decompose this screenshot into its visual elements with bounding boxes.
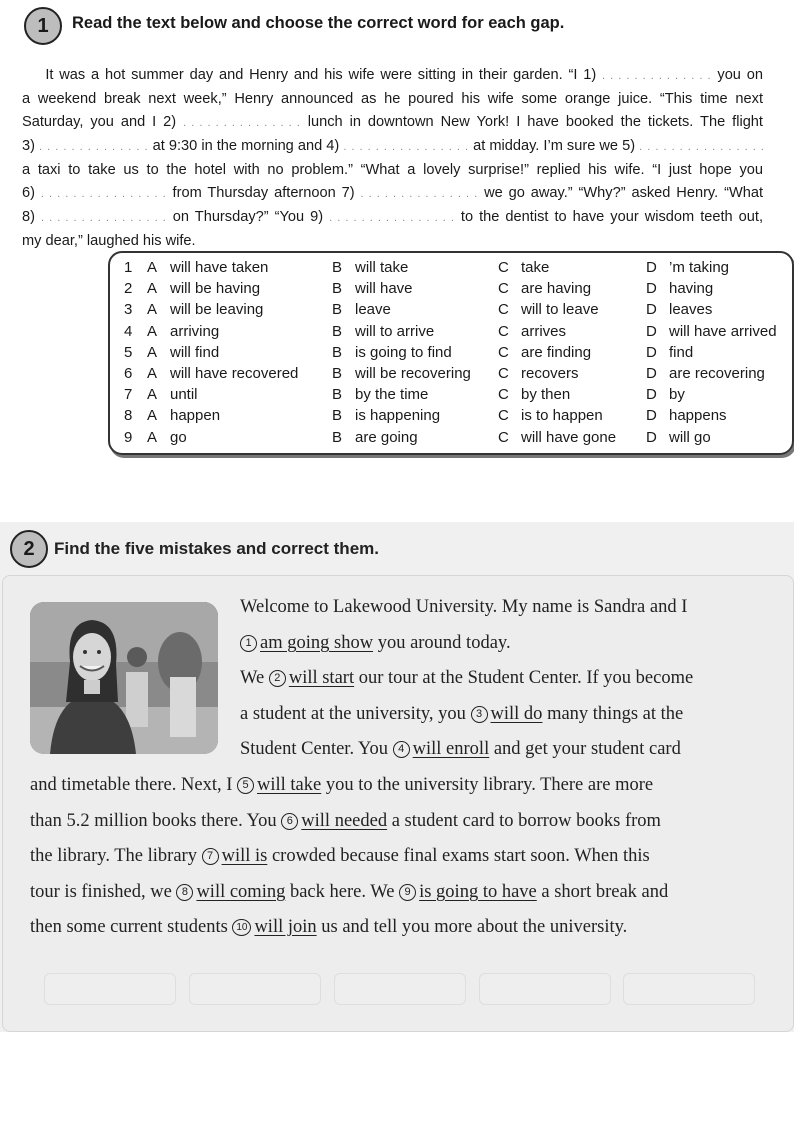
question-number: 5	[124, 343, 133, 361]
gap-2: . . . . . . . . . . . . . . .	[183, 117, 301, 129]
text-line-8: the library. The library 7 will is crowded because final exams start soon. When this	[30, 846, 650, 866]
option-letter: C	[498, 407, 509, 425]
option-b[interactable]: by the time	[355, 386, 429, 404]
option-d[interactable]: will have arrived	[669, 322, 777, 340]
option-letter: A	[147, 343, 158, 361]
underlined-phrase: is going to have	[419, 882, 537, 902]
text-line: a taxi to take us to the hotel with no problem.” “What a lovely surprise!” replied his wife. “I just hope you	[22, 162, 763, 178]
option-letter: A	[147, 280, 158, 298]
question-number: 3	[124, 301, 133, 319]
option-d[interactable]: happens	[669, 407, 727, 425]
option-row	[110, 259, 792, 280]
option-b[interactable]: is happening	[355, 407, 441, 425]
option-letter: D	[646, 365, 657, 382]
option-letter: B	[332, 428, 343, 446]
question-number: 8	[124, 407, 133, 425]
option-b[interactable]: are going	[355, 428, 418, 446]
exercise-1-number: 1	[24, 7, 62, 45]
question-number: 6	[124, 365, 133, 382]
answer-box-1[interactable]	[44, 973, 176, 1005]
option-c[interactable]: by then	[521, 386, 571, 404]
text-line: 3) . . . . . . . . . . . . . . at 9:30 in the morning and 4) . . . . . . . . . . . . . . . . at midday. I’m sure we 5) . . . . . . . . . . . . . . . .	[22, 135, 763, 159]
option-letter: D	[646, 386, 657, 404]
text-line: a weekend break next week,” Henry announced as he poured his wife some orange juice. “This time next	[22, 91, 763, 107]
option-row	[110, 301, 792, 322]
item-number: 5	[237, 777, 254, 794]
option-d[interactable]: will go	[669, 428, 711, 446]
exercise-1-title: Read the text below and choose the correct word for each gap.	[72, 14, 565, 32]
option-d[interactable]: by	[669, 386, 685, 404]
answer-box-5[interactable]	[623, 973, 755, 1005]
text-line-5: Student Center. You 4 will enroll and get your student card	[240, 739, 681, 759]
question-number: 9	[124, 428, 133, 446]
option-letter: D	[646, 280, 657, 298]
option-a[interactable]: arriving	[170, 322, 220, 340]
underlined-phrase: will start	[288, 668, 355, 688]
text-line: Saturday, you and I 2) . . . . . . . . . . . . . . . lunch in downtown New York! I have booked the tickets. The flight	[22, 111, 763, 135]
underlined-phrase: will needed	[301, 811, 388, 831]
option-letter: C	[498, 343, 509, 361]
option-row	[110, 386, 792, 407]
option-letter: A	[147, 407, 158, 425]
answer-box-2[interactable]	[189, 973, 321, 1005]
option-c[interactable]: will to leave	[521, 301, 599, 319]
text-line-10: then some current students 10 will join us and tell you more about the university.	[30, 917, 628, 937]
gap-4: . . . . . . . . . . . . . . . .	[343, 141, 470, 153]
option-letter: C	[498, 280, 509, 298]
underlined-phrase: am going show	[260, 633, 374, 653]
option-row	[110, 407, 792, 428]
gap-6: . . . . . . . . . . . . . . . .	[40, 188, 167, 200]
option-d[interactable]: having	[669, 280, 714, 298]
underlined-phrase: will enroll	[412, 739, 490, 759]
item-number: 7	[202, 848, 219, 865]
option-a[interactable]: until	[170, 386, 198, 404]
option-letter: A	[147, 301, 158, 319]
gap-3: . . . . . . . . . . . . . .	[39, 141, 149, 153]
option-letter: B	[332, 322, 343, 340]
option-letter: C	[498, 365, 509, 382]
option-a[interactable]: will have recovered	[170, 365, 299, 382]
option-b[interactable]: will have	[355, 280, 413, 298]
underlined-phrase: will coming	[196, 882, 286, 902]
option-letter: C	[498, 301, 509, 319]
option-letter: C	[498, 386, 509, 404]
option-letter: B	[332, 301, 343, 319]
student-illustration	[30, 602, 218, 754]
option-a[interactable]: will be leaving	[170, 301, 264, 319]
option-d[interactable]: find	[669, 343, 694, 361]
option-c[interactable]: recovers	[521, 365, 579, 382]
option-letter: D	[646, 428, 657, 446]
answer-box-3[interactable]	[334, 973, 466, 1005]
option-a[interactable]: go	[170, 428, 187, 446]
gap-9: . . . . . . . . . . . . . . . .	[329, 212, 455, 224]
exercise-2-number: 2	[10, 530, 48, 568]
option-letter: D	[646, 301, 657, 319]
option-b[interactable]: will be recovering	[355, 365, 471, 382]
option-d[interactable]: ’m taking	[669, 259, 730, 276]
option-c[interactable]: are having	[521, 280, 592, 298]
option-letter: B	[332, 407, 343, 425]
gap-5: . . . . . . . . . . . . . . . .	[639, 141, 765, 153]
option-d[interactable]: are recovering	[669, 365, 765, 382]
option-b[interactable]: will to arrive	[355, 322, 435, 340]
option-letter: A	[147, 428, 158, 446]
option-letter: B	[332, 365, 343, 382]
item-number: 10	[232, 919, 251, 936]
option-letter: A	[147, 322, 158, 340]
option-d[interactable]: leaves	[669, 301, 713, 319]
option-b[interactable]: will take	[355, 259, 409, 276]
gap-8: . . . . . . . . . . . . . . . .	[41, 212, 167, 224]
option-letter: D	[646, 322, 657, 340]
option-a[interactable]: will find	[170, 343, 220, 361]
question-number: 2	[124, 280, 133, 298]
text-line-1: Welcome to Lakewood University. My name is Sandra and I	[240, 597, 688, 617]
text-line: 6) . . . . . . . . . . . . . . . . from Thursday afternoon 7) . . . . . . . . . . . . . . . we go away.” “Why?” asked Henry. “What	[22, 182, 763, 206]
question-number: 7	[124, 386, 133, 404]
item-number: 8	[176, 884, 193, 901]
text-line: It was a hot summer day and Henry and his wife were sitting in their garden. “I 1) . . . . . . . . . . . . . . you on	[22, 64, 763, 88]
options-box	[108, 251, 794, 455]
option-a[interactable]: will have taken	[170, 259, 269, 276]
text-line: 8) . . . . . . . . . . . . . . . . on Thursday?” “You 9) . . . . . . . . . . . . . . . . to the dentist to have your wisdom teeth out,	[22, 206, 763, 230]
item-number: 9	[399, 884, 416, 901]
option-letter: A	[147, 386, 158, 404]
text-line-2: 1 am going show you around today.	[240, 633, 511, 654]
option-letter: D	[646, 259, 657, 276]
student-photo	[30, 602, 218, 754]
option-letter: D	[646, 407, 657, 425]
option-c[interactable]: are finding	[521, 343, 592, 361]
option-row	[110, 280, 792, 301]
text-line-7: than 5.2 million books there. You 6 will needed a student card to borrow books from	[30, 811, 661, 831]
text-line: my dear,” laughed his wife.	[22, 233, 196, 249]
option-letter: D	[646, 343, 657, 361]
option-b[interactable]: is going to find	[355, 343, 452, 361]
option-letter: C	[498, 322, 509, 340]
option-c[interactable]: will have gone	[521, 428, 617, 446]
option-a[interactable]: happen	[170, 407, 221, 425]
item-number: 6	[281, 813, 298, 830]
exercise-2-title: Find the five mistakes and correct them.	[54, 539, 379, 558]
underlined-phrase: will is	[221, 846, 268, 866]
option-letter: B	[332, 386, 343, 404]
answer-box-4[interactable]	[479, 973, 611, 1005]
option-b[interactable]: leave	[355, 301, 391, 319]
question-number: 4	[124, 322, 133, 340]
option-letter: A	[147, 365, 158, 382]
option-letter: C	[498, 428, 509, 446]
question-number: 1	[124, 259, 133, 276]
text-line-4: a student at the university, you 3 will do many things at the	[240, 704, 684, 724]
underlined-phrase: will join	[254, 917, 317, 937]
gap-7: . . . . . . . . . . . . . . .	[360, 188, 479, 200]
underlined-phrase: will take	[257, 775, 322, 795]
option-row	[110, 323, 792, 344]
text-line-6: and timetable there. Next, I 5 will take you to the university library. There are more	[30, 775, 654, 795]
item-number: 3	[471, 706, 488, 723]
item-number: 2	[269, 670, 286, 687]
item-number: 1	[240, 635, 257, 652]
underlined-phrase: will do	[490, 704, 543, 724]
option-row	[110, 344, 792, 365]
option-letter: B	[332, 259, 343, 276]
text-line-3: We 2 will start our tour at the Student Center. If you become	[240, 668, 694, 688]
item-number: 4	[393, 741, 410, 758]
option-letter: A	[147, 259, 158, 276]
option-c[interactable]: take	[521, 259, 550, 276]
option-letter: B	[332, 280, 343, 298]
exercise-1-text	[22, 64, 763, 253]
option-c[interactable]: arrives	[521, 322, 567, 340]
option-letter: C	[498, 259, 509, 276]
option-a[interactable]: will be having	[170, 280, 261, 298]
option-letter: B	[332, 343, 343, 361]
option-row	[110, 365, 792, 386]
option-row	[110, 429, 792, 450]
gap-1: . . . . . . . . . . . . . .	[602, 70, 712, 82]
text-line-9: tour is finished, we 8 will coming back here. We 9 is going to have a short break and	[30, 882, 669, 902]
option-c[interactable]: is to happen	[521, 407, 603, 425]
